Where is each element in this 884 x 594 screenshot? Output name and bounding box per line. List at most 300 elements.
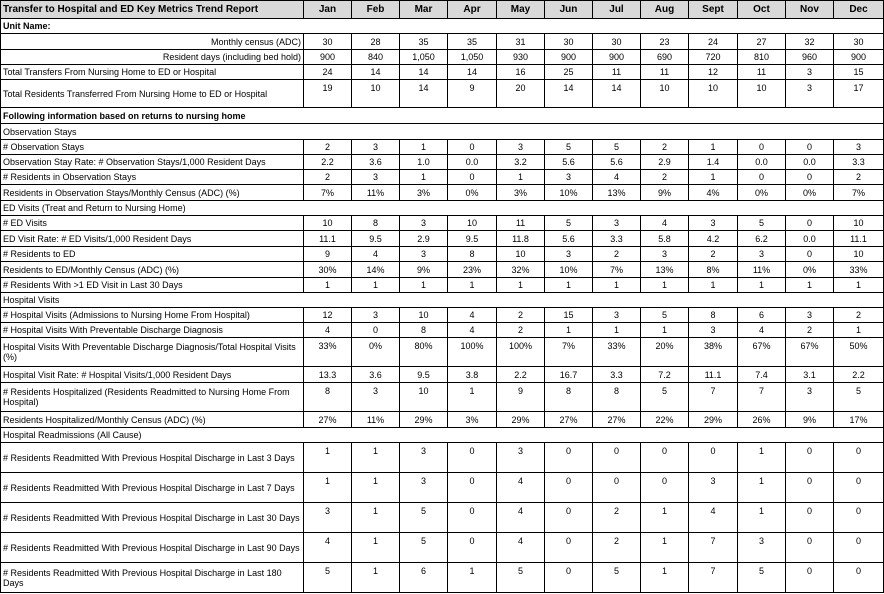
row-label: # ED Visits <box>1 216 304 231</box>
table-cell: 3 <box>400 216 448 231</box>
table-cell: 0 <box>834 473 884 503</box>
subsection-row <box>1 201 884 216</box>
table-cell: 1 <box>738 278 786 293</box>
table-cell: 6 <box>400 563 448 593</box>
table-cell: 0 <box>448 140 497 155</box>
table-cell: 3.3 <box>593 231 641 247</box>
table-cell: 8 <box>448 247 497 262</box>
table-cell: 9.5 <box>400 367 448 383</box>
table-cell: 11.8 <box>497 231 545 247</box>
table-cell: 900 <box>834 50 884 65</box>
table-cell: 5 <box>641 308 689 323</box>
table-cell: 0 <box>738 170 786 185</box>
table-cell: 5 <box>593 140 641 155</box>
table-cell: 3 <box>738 533 786 563</box>
row-label: Hospital Visits With Preventable Discharge Diagnosis/Total Hospital Visits (%) <box>1 338 304 367</box>
table-cell: 1 <box>304 443 352 473</box>
table-cell: 8% <box>689 262 738 278</box>
table-cell: 10% <box>545 185 593 201</box>
table-cell: 14 <box>545 80 593 108</box>
row-label: # Residents Hospitalized (Residents Readmitted to Nursing Home From Hospital) <box>1 383 304 412</box>
table-cell: 7% <box>834 185 884 201</box>
table-cell: 5 <box>497 563 545 593</box>
table-cell: 0 <box>689 443 738 473</box>
table-cell: 5 <box>738 563 786 593</box>
table-cell: 1 <box>352 473 400 503</box>
table-cell: 720 <box>689 50 738 65</box>
table-cell: 14 <box>593 80 641 108</box>
table-cell: 30 <box>545 34 593 50</box>
table-cell: 1 <box>497 170 545 185</box>
table-cell: 8 <box>689 308 738 323</box>
table-cell: 0% <box>786 262 834 278</box>
table-cell: 31 <box>497 34 545 50</box>
month-header: Aug <box>641 1 689 19</box>
table-cell: 4.2 <box>689 231 738 247</box>
table-cell: 3 <box>400 473 448 503</box>
table-cell: 32% <box>497 262 545 278</box>
table-cell: 20 <box>497 80 545 108</box>
table-cell: 5.6 <box>545 155 593 170</box>
table-cell: 10 <box>738 80 786 108</box>
table-cell: 3 <box>593 216 641 231</box>
table-cell: 13% <box>641 262 689 278</box>
table-cell: 8 <box>545 383 593 412</box>
table-cell: 12 <box>689 65 738 80</box>
table-cell: 5.6 <box>593 155 641 170</box>
table-cell: 3 <box>545 247 593 262</box>
table-cell: 0 <box>545 473 593 503</box>
table-cell: 1 <box>738 503 786 533</box>
table-cell: 1 <box>352 533 400 563</box>
row-label: # Hospital Visits (Admissions to Nursing Home From Hospital) <box>1 308 304 323</box>
table-cell: 11.1 <box>304 231 352 247</box>
section-row <box>1 108 884 124</box>
table-cell: 7.2 <box>641 367 689 383</box>
table-cell: 11.1 <box>689 367 738 383</box>
table-cell: 4 <box>448 308 497 323</box>
table-cell: 2 <box>834 308 884 323</box>
table-cell: 3 <box>786 383 834 412</box>
row-label: # Residents Readmitted With Previous Hospital Discharge in Last 3 Days <box>1 443 304 473</box>
subsection-label: ED Visits (Treat and Return to Nursing Home) <box>1 201 884 216</box>
table-cell: 900 <box>545 50 593 65</box>
table-cell: 3 <box>352 170 400 185</box>
table-cell: 1 <box>352 443 400 473</box>
table-cell: 3 <box>786 80 834 108</box>
table-cell: 0.0 <box>786 155 834 170</box>
table-cell: 3.6 <box>352 367 400 383</box>
table-cell: 4 <box>352 247 400 262</box>
table-cell: 4 <box>497 533 545 563</box>
table-cell: 3 <box>689 216 738 231</box>
table-cell: 9.5 <box>448 231 497 247</box>
table-cell: 2 <box>304 140 352 155</box>
table-cell: 14 <box>400 80 448 108</box>
table-cell: 1 <box>400 170 448 185</box>
table-cell: 1 <box>641 533 689 563</box>
table-cell: 0 <box>448 443 497 473</box>
table-cell: 14 <box>448 65 497 80</box>
table-cell: 9.5 <box>352 231 400 247</box>
table-cell: 840 <box>352 50 400 65</box>
table-cell: 7 <box>689 563 738 593</box>
table-cell: 10% <box>545 262 593 278</box>
table-cell: 0 <box>641 473 689 503</box>
table-cell: 3% <box>448 412 497 428</box>
table-cell: 5 <box>738 216 786 231</box>
table-cell: 30 <box>834 34 884 50</box>
table-cell: 0 <box>545 563 593 593</box>
table-row <box>1 216 884 231</box>
table-cell: 2 <box>304 170 352 185</box>
table-cell: 27% <box>304 412 352 428</box>
subsection-label: Hospital Visits <box>1 293 884 308</box>
table-cell: 10 <box>689 80 738 108</box>
table-cell: 0 <box>448 170 497 185</box>
table-cell: 8 <box>304 383 352 412</box>
table-cell: 690 <box>641 50 689 65</box>
table-cell: 29% <box>689 412 738 428</box>
table-cell: 10 <box>448 216 497 231</box>
table-cell: 900 <box>304 50 352 65</box>
table-cell: 1 <box>352 278 400 293</box>
month-header: Jun <box>545 1 593 19</box>
table-cell: 4 <box>738 323 786 338</box>
table-cell: 7 <box>689 533 738 563</box>
table-cell: 33% <box>834 262 884 278</box>
table-cell: 0 <box>448 503 497 533</box>
table-cell: 2 <box>497 308 545 323</box>
table-cell: 2.9 <box>400 231 448 247</box>
table-cell: 9 <box>304 247 352 262</box>
table-cell: 67% <box>738 338 786 367</box>
table-cell: 1 <box>689 278 738 293</box>
table-cell: 16.7 <box>545 367 593 383</box>
table-cell: 3 <box>593 308 641 323</box>
table-cell: 2.2 <box>834 367 884 383</box>
table-cell: 4 <box>304 323 352 338</box>
table-cell: 3.6 <box>352 155 400 170</box>
table-cell: 11 <box>497 216 545 231</box>
row-label: # Residents Readmitted With Previous Hospital Discharge in Last 180 Days <box>1 563 304 593</box>
subsection-row <box>1 293 884 308</box>
row-label: Residents Hospitalized/Monthly Census (ADC) (%) <box>1 412 304 428</box>
table-cell: 2 <box>641 140 689 155</box>
table-row <box>1 533 884 563</box>
table-row <box>1 563 884 593</box>
table-cell: 2 <box>834 170 884 185</box>
table-cell: 1 <box>352 563 400 593</box>
table-cell: 7% <box>545 338 593 367</box>
table-cell: 16 <box>497 65 545 80</box>
table-cell: 7 <box>689 383 738 412</box>
table-cell: 3 <box>352 383 400 412</box>
table-cell: 3 <box>786 308 834 323</box>
month-header: May <box>497 1 545 19</box>
table-cell: 0 <box>786 247 834 262</box>
table-cell: 9 <box>448 80 497 108</box>
table-cell: 5 <box>593 563 641 593</box>
table-cell: 1 <box>593 323 641 338</box>
table-cell: 3.3 <box>834 155 884 170</box>
table-cell: 27% <box>545 412 593 428</box>
table-cell: 10 <box>641 80 689 108</box>
row-label: Resident days (including bed hold) <box>1 50 304 65</box>
table-cell: 0% <box>448 185 497 201</box>
table-cell: 5 <box>834 383 884 412</box>
table-cell: 10 <box>400 308 448 323</box>
row-label: # Residents Readmitted With Previous Hospital Discharge in Last 7 Days <box>1 473 304 503</box>
table-cell: 1 <box>448 383 497 412</box>
row-label: ED Visit Rate: # ED Visits/1,000 Resident Days <box>1 231 304 247</box>
row-label: # Observation Stays <box>1 140 304 155</box>
table-row <box>1 80 884 108</box>
table-cell: 10 <box>400 383 448 412</box>
table-cell: 5 <box>400 503 448 533</box>
table-cell: 6.2 <box>738 231 786 247</box>
table-cell: 8 <box>593 383 641 412</box>
table-cell: 10 <box>497 247 545 262</box>
table-cell: 1 <box>400 278 448 293</box>
table-cell: 32 <box>786 34 834 50</box>
table-cell: 4 <box>304 533 352 563</box>
table-cell: 0 <box>786 533 834 563</box>
month-header: Apr <box>448 1 497 19</box>
table-cell: 900 <box>593 50 641 65</box>
table-cell: 3 <box>497 140 545 155</box>
row-label: Total Residents Transferred From Nursing Home to ED or Hospital <box>1 80 304 108</box>
table-cell: 0 <box>786 473 834 503</box>
table-cell: 6 <box>738 308 786 323</box>
table-cell: 4% <box>689 185 738 201</box>
table-row <box>1 185 884 201</box>
table-cell: 30% <box>304 262 352 278</box>
table-cell: 100% <box>448 338 497 367</box>
month-header: Sept <box>689 1 738 19</box>
table-cell: 0 <box>786 216 834 231</box>
subsection-label: Hospital Readmissions (All Cause) <box>1 428 884 443</box>
table-cell: 3.8 <box>448 367 497 383</box>
table-cell: 0 <box>641 443 689 473</box>
table-cell: 0 <box>834 503 884 533</box>
table-cell: 0 <box>545 443 593 473</box>
row-label: Total Transfers From Nursing Home to ED or Hospital <box>1 65 304 80</box>
table-cell: 0 <box>593 443 641 473</box>
table-cell: 11% <box>352 412 400 428</box>
table-cell: 960 <box>786 50 834 65</box>
table-cell: 24 <box>304 65 352 80</box>
table-cell: 5.8 <box>641 231 689 247</box>
table-cell: 1 <box>689 140 738 155</box>
table-cell: 3 <box>304 503 352 533</box>
table-cell: 29% <box>400 412 448 428</box>
table-row <box>1 383 884 412</box>
table-cell: 1 <box>641 323 689 338</box>
month-header: Nov <box>786 1 834 19</box>
table-cell: 9% <box>400 262 448 278</box>
table-cell: 10 <box>304 216 352 231</box>
table-cell: 1 <box>738 473 786 503</box>
table-cell: 2 <box>689 247 738 262</box>
table-cell: 3 <box>400 443 448 473</box>
table-body <box>1 19 884 593</box>
table-cell: 1 <box>545 278 593 293</box>
section-label: Unit Name: <box>1 19 884 34</box>
row-label: # Residents to ED <box>1 247 304 262</box>
table-cell: 0 <box>834 563 884 593</box>
table-cell: 5 <box>304 563 352 593</box>
table-cell: 1 <box>593 278 641 293</box>
table-cell: 3 <box>352 308 400 323</box>
table-row <box>1 412 884 428</box>
table-row <box>1 247 884 262</box>
row-label: Observation Stay Rate: # Observation Stays/1,000 Resident Days <box>1 155 304 170</box>
table-cell: 0 <box>786 503 834 533</box>
table-cell: 1 <box>545 323 593 338</box>
table-cell: 30 <box>593 34 641 50</box>
table-cell: 4 <box>497 473 545 503</box>
table-cell: 5 <box>641 383 689 412</box>
table-cell: 100% <box>497 338 545 367</box>
table-cell: 0.0 <box>448 155 497 170</box>
table-cell: 24 <box>689 34 738 50</box>
subsection-row <box>1 124 884 140</box>
table-cell: 11 <box>641 65 689 80</box>
table-cell: 1.4 <box>689 155 738 170</box>
row-label: # Residents in Observation Stays <box>1 170 304 185</box>
table-cell: 3 <box>497 443 545 473</box>
table-row <box>1 262 884 278</box>
subsection-row <box>1 428 884 443</box>
table-row <box>1 308 884 323</box>
month-header: Oct <box>738 1 786 19</box>
table-cell: 11 <box>738 65 786 80</box>
table-cell: 0 <box>593 473 641 503</box>
table-cell: 0.0 <box>738 155 786 170</box>
table-cell: 23 <box>641 34 689 50</box>
table-cell: 0 <box>448 533 497 563</box>
table-cell: 35 <box>400 34 448 50</box>
table-row <box>1 338 884 367</box>
table-cell: 1 <box>497 278 545 293</box>
table-cell: 0 <box>786 443 834 473</box>
row-label: Hospital Visit Rate: # Hospital Visits/1,000 Resident Days <box>1 367 304 383</box>
table-cell: 1,050 <box>400 50 448 65</box>
table-cell: 3% <box>497 185 545 201</box>
table-cell: 9% <box>641 185 689 201</box>
table-cell: 1 <box>400 140 448 155</box>
table-cell: 810 <box>738 50 786 65</box>
table-cell: 19 <box>304 80 352 108</box>
table-cell: 1 <box>641 503 689 533</box>
table-row <box>1 34 884 50</box>
table-cell: 28 <box>352 34 400 50</box>
row-label: # Hospital Visits With Preventable Discharge Diagnosis <box>1 323 304 338</box>
table-cell: 14 <box>352 65 400 80</box>
table-cell: 14 <box>400 65 448 80</box>
table-cell: 13.3 <box>304 367 352 383</box>
table-cell: 12 <box>304 308 352 323</box>
table-cell: 7% <box>304 185 352 201</box>
table-cell: 80% <box>400 338 448 367</box>
subsection-label: Observation Stays <box>1 124 884 140</box>
table-row <box>1 278 884 293</box>
table-cell: 1 <box>448 563 497 593</box>
table-cell: 27% <box>593 412 641 428</box>
table-cell: 7.4 <box>738 367 786 383</box>
table-cell: 1 <box>689 170 738 185</box>
month-header: Jul <box>593 1 641 19</box>
table-cell: 3 <box>738 247 786 262</box>
table-cell: 9% <box>786 412 834 428</box>
table-cell: 0 <box>738 140 786 155</box>
table-cell: 3 <box>641 247 689 262</box>
row-label: # Residents With >1 ED Visit in Last 30 Days <box>1 278 304 293</box>
table-cell: 0 <box>786 140 834 155</box>
table-cell: 3% <box>400 185 448 201</box>
table-cell: 0 <box>448 473 497 503</box>
table-cell: 3 <box>400 247 448 262</box>
table-cell: 5 <box>545 216 593 231</box>
table-cell: 2.2 <box>304 155 352 170</box>
table-cell: 33% <box>304 338 352 367</box>
table-cell: 1 <box>738 443 786 473</box>
table-cell: 0 <box>834 533 884 563</box>
table-cell: 35 <box>448 34 497 50</box>
table-cell: 30 <box>304 34 352 50</box>
table-cell: 930 <box>497 50 545 65</box>
table-cell: 4 <box>593 170 641 185</box>
table-cell: 27 <box>738 34 786 50</box>
table-cell: 38% <box>689 338 738 367</box>
table-cell: 14% <box>352 262 400 278</box>
table-row <box>1 473 884 503</box>
table-cell: 5 <box>545 140 593 155</box>
table-row <box>1 323 884 338</box>
table-cell: 2 <box>786 323 834 338</box>
table-cell: 1 <box>834 278 884 293</box>
table-cell: 1 <box>304 473 352 503</box>
table-cell: 13% <box>593 185 641 201</box>
month-header: Jan <box>304 1 352 19</box>
table-cell: 0.0 <box>786 231 834 247</box>
table-cell: 2 <box>593 503 641 533</box>
table-row <box>1 443 884 473</box>
row-label: # Residents Readmitted With Previous Hospital Discharge in Last 30 Days <box>1 503 304 533</box>
table-cell: 15 <box>834 65 884 80</box>
table-cell: 10 <box>834 247 884 262</box>
month-header: Mar <box>400 1 448 19</box>
section-row <box>1 19 884 34</box>
table-cell: 11% <box>738 262 786 278</box>
table-cell: 25 <box>545 65 593 80</box>
table-cell: 3 <box>689 473 738 503</box>
table-row <box>1 170 884 185</box>
table-cell: 8 <box>352 216 400 231</box>
table-cell: 3.3 <box>593 367 641 383</box>
table-cell: 22% <box>641 412 689 428</box>
row-label: Residents to ED/Monthly Census (ADC) (%) <box>1 262 304 278</box>
report-title: Transfer to Hospital and ED Key Metrics Trend Report <box>1 1 304 19</box>
table-cell: 2 <box>641 170 689 185</box>
table-cell: 29% <box>497 412 545 428</box>
table-cell: 17 <box>834 80 884 108</box>
header-row <box>1 1 884 19</box>
section-label: Following information based on returns to nursing home <box>1 108 884 124</box>
table-row <box>1 65 884 80</box>
table-cell: 1 <box>786 278 834 293</box>
